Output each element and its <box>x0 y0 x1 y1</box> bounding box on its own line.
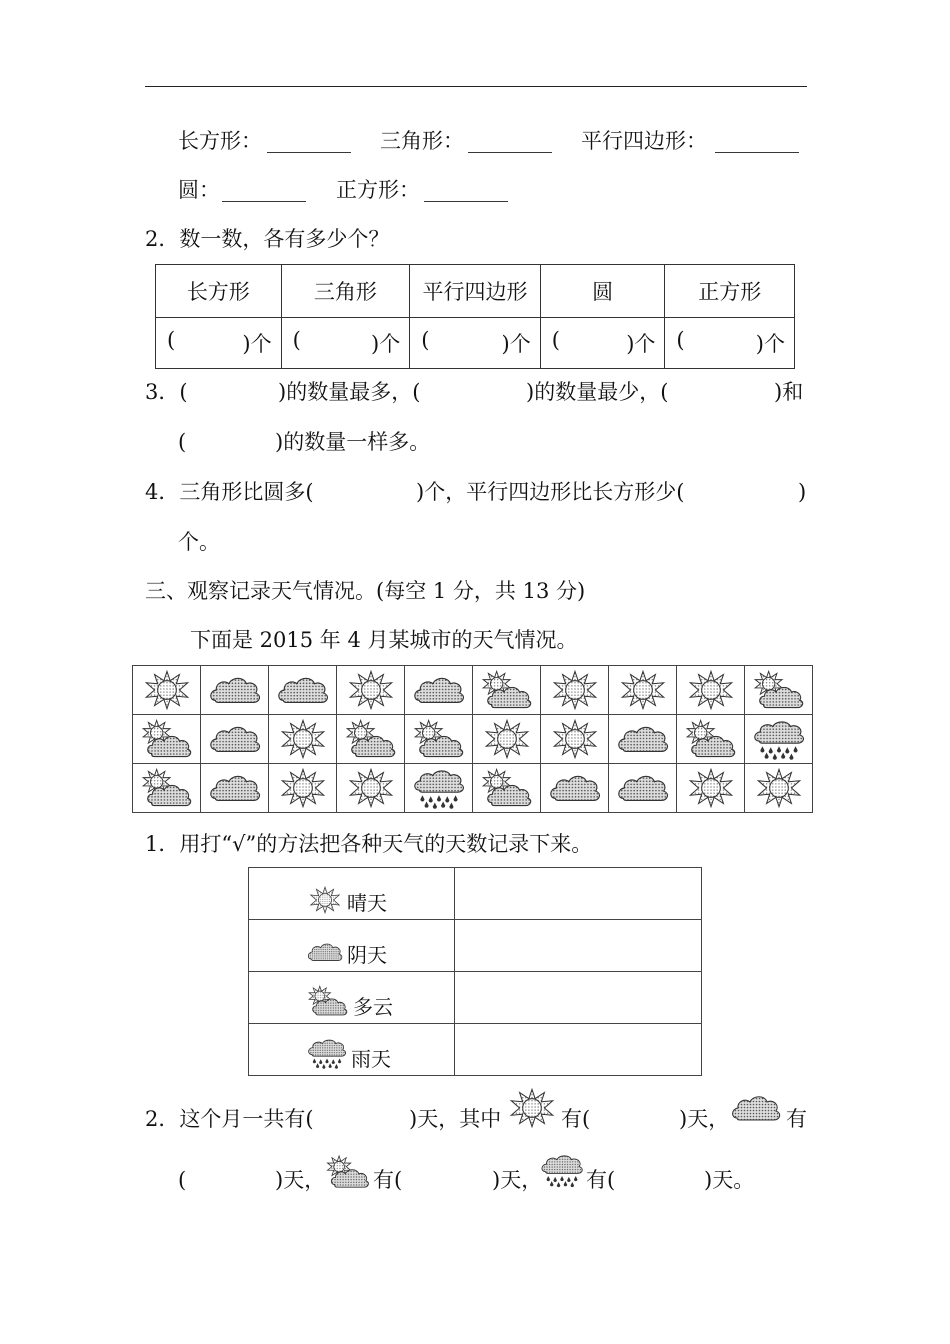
weather-cell <box>541 666 609 715</box>
partly-cloudy-icon <box>138 767 196 809</box>
weather-cell <box>405 715 473 764</box>
q3-part: )的数量最少，( <box>526 380 669 404</box>
sun-icon <box>478 718 536 760</box>
weather-row <box>133 666 813 715</box>
q4-part: 个。 <box>178 530 220 554</box>
paren-close: )个 <box>501 332 531 356</box>
record-label: 阴天 <box>347 942 387 967</box>
sun-icon <box>305 884 345 916</box>
s3q2-part: ( <box>178 1168 187 1192</box>
weather-cell <box>269 764 337 813</box>
paren-close: )个 <box>371 332 401 356</box>
sun-icon <box>342 767 400 809</box>
record-label: 雨天 <box>351 1046 391 1071</box>
square-label: 正方形： <box>336 178 420 202</box>
rain-icon <box>410 767 468 809</box>
rect-blank: ________ <box>267 129 351 153</box>
cloud-icon <box>614 718 672 760</box>
q3-part: )的数量一样多。 <box>275 430 431 454</box>
paren-close: )个 <box>242 332 272 356</box>
q3-part: ( <box>178 430 187 454</box>
record-label-cell <box>249 868 455 920</box>
record-table <box>248 867 702 1076</box>
sun-icon <box>546 669 604 711</box>
sun-icon <box>274 718 332 760</box>
count-cell[interactable] <box>540 318 665 369</box>
weather-cell <box>745 666 813 715</box>
weather-cell <box>133 715 201 764</box>
s3q2-part: 2．这个月一共有( <box>145 1107 314 1131</box>
cloud-icon <box>614 767 672 809</box>
weather-cell <box>473 666 541 715</box>
weather-cell <box>677 715 745 764</box>
weather-cell <box>201 715 269 764</box>
weather-grid <box>132 665 813 813</box>
rain-icon <box>305 1034 349 1072</box>
weather-cell <box>541 715 609 764</box>
count-cell[interactable] <box>156 318 282 369</box>
cloud-icon <box>725 1088 787 1128</box>
partly-cloudy-icon <box>323 1152 373 1192</box>
weather-row <box>133 715 813 764</box>
weather-cell <box>541 764 609 813</box>
cloud-icon <box>546 767 604 809</box>
sun-icon <box>274 767 332 809</box>
q2-title: 2．数一数，各有多少个？ <box>145 227 390 251</box>
partly-cloudy-icon <box>342 718 400 760</box>
partly-cloudy-icon <box>305 982 351 1020</box>
rain-icon <box>750 718 808 760</box>
weather-cell <box>337 764 405 813</box>
para-label: 平行四边形： <box>581 129 707 153</box>
q3-part: )的数量最多，( <box>278 380 421 404</box>
square-blank: ________ <box>424 178 508 202</box>
count-cell[interactable] <box>281 318 410 369</box>
q4-part: ) <box>798 480 807 504</box>
weather-cell <box>337 715 405 764</box>
weather-cell <box>133 764 201 813</box>
sun-icon <box>503 1085 561 1131</box>
record-label-cell <box>249 920 455 972</box>
weather-cell <box>133 666 201 715</box>
s3q2-part: )天。 <box>704 1168 755 1192</box>
paren-close: )个 <box>626 332 656 356</box>
q4-part: )个，平行四边形比长方形少( <box>416 480 685 504</box>
q3-part: )和 <box>774 380 804 404</box>
s3q1-title: 1．用打“√”的方法把各种天气的天数记录下来。 <box>145 832 593 856</box>
count-header: 平行四边形 <box>410 265 541 318</box>
tri-label: 三角形： <box>380 129 464 153</box>
weather-cell <box>405 666 473 715</box>
sun-icon <box>342 669 400 711</box>
paren-open: ( <box>421 328 430 352</box>
partly-cloudy-icon <box>750 669 808 711</box>
count-header: 三角形 <box>281 265 410 318</box>
sun-icon <box>614 669 672 711</box>
rain-icon <box>538 1148 586 1192</box>
paren-open: ( <box>167 328 176 352</box>
count-header: 正方形 <box>665 265 795 318</box>
cloud-icon <box>410 669 468 711</box>
weather-cell <box>609 764 677 813</box>
cloud-icon <box>206 669 264 711</box>
circle-blank: ________ <box>222 178 306 202</box>
para-blank: ________ <box>715 129 799 153</box>
paren-close: )个 <box>755 332 785 356</box>
cloud-icon <box>206 767 264 809</box>
record-label: 多云 <box>353 994 393 1019</box>
sun-icon <box>546 718 604 760</box>
sun-icon <box>682 767 740 809</box>
partly-cloudy-icon <box>138 718 196 760</box>
count-header: 圆 <box>540 265 665 318</box>
cloud-icon <box>206 718 264 760</box>
partly-cloudy-icon <box>410 718 468 760</box>
paren-open: ( <box>292 328 301 352</box>
q4-part: 4．三角形比圆多( <box>145 480 314 504</box>
s3q2-part: 有( <box>561 1107 591 1131</box>
s3q2-part: )天，其中 <box>409 1107 502 1131</box>
weather-row <box>133 764 813 813</box>
count-cell[interactable] <box>665 318 795 369</box>
weather-cell <box>609 715 677 764</box>
record-answer-cell[interactable] <box>455 1024 702 1076</box>
weather-cell <box>745 715 813 764</box>
cloud-icon <box>305 936 345 968</box>
partly-cloudy-icon <box>682 718 740 760</box>
s3q2-part: 有( <box>373 1168 403 1192</box>
weather-cell <box>269 666 337 715</box>
count-table <box>155 264 795 369</box>
paren-open: ( <box>551 328 560 352</box>
sun-icon <box>750 767 808 809</box>
record-label-cell <box>249 972 455 1024</box>
record-answer-cell[interactable] <box>455 868 702 920</box>
s3q2-part: 有 <box>786 1107 807 1131</box>
record-label: 晴天 <box>347 890 387 915</box>
record-label-cell <box>249 1024 455 1076</box>
weather-cell <box>269 715 337 764</box>
weather-cell <box>405 764 473 813</box>
top-divider <box>145 86 807 87</box>
record-answer-cell[interactable] <box>455 920 702 972</box>
weather-cell <box>473 715 541 764</box>
s3q2-part: )天， <box>492 1168 543 1192</box>
s3q2-part: )天， <box>679 1107 730 1131</box>
s3q2-part: )天， <box>275 1168 326 1192</box>
s3q2-part: 有( <box>586 1168 616 1192</box>
sun-icon <box>682 669 740 711</box>
weather-cell <box>609 666 677 715</box>
weather-cell <box>745 764 813 813</box>
section3-title: 三、观察记录天气情况。(每空 1 分，共 13 分) <box>145 579 586 603</box>
partly-cloudy-icon <box>478 767 536 809</box>
count-header: 长方形 <box>156 265 282 318</box>
circle-label: 圆： <box>178 178 220 202</box>
weather-cell <box>337 666 405 715</box>
weather-cell <box>201 764 269 813</box>
rect-label: 长方形： <box>178 129 262 153</box>
count-cell[interactable] <box>410 318 541 369</box>
cloud-icon <box>274 669 332 711</box>
weather-cell <box>473 764 541 813</box>
sun-icon <box>138 669 196 711</box>
section3-intro: 下面是 2015 年 4 月某城市的天气情况。 <box>190 628 578 652</box>
weather-cell <box>677 666 745 715</box>
weather-cell <box>201 666 269 715</box>
q3-part: 3．( <box>145 380 188 404</box>
partly-cloudy-icon <box>478 669 536 711</box>
paren-open: ( <box>676 328 685 352</box>
weather-cell <box>677 764 745 813</box>
record-answer-cell[interactable] <box>455 972 702 1024</box>
tri-blank: ________ <box>468 129 552 153</box>
